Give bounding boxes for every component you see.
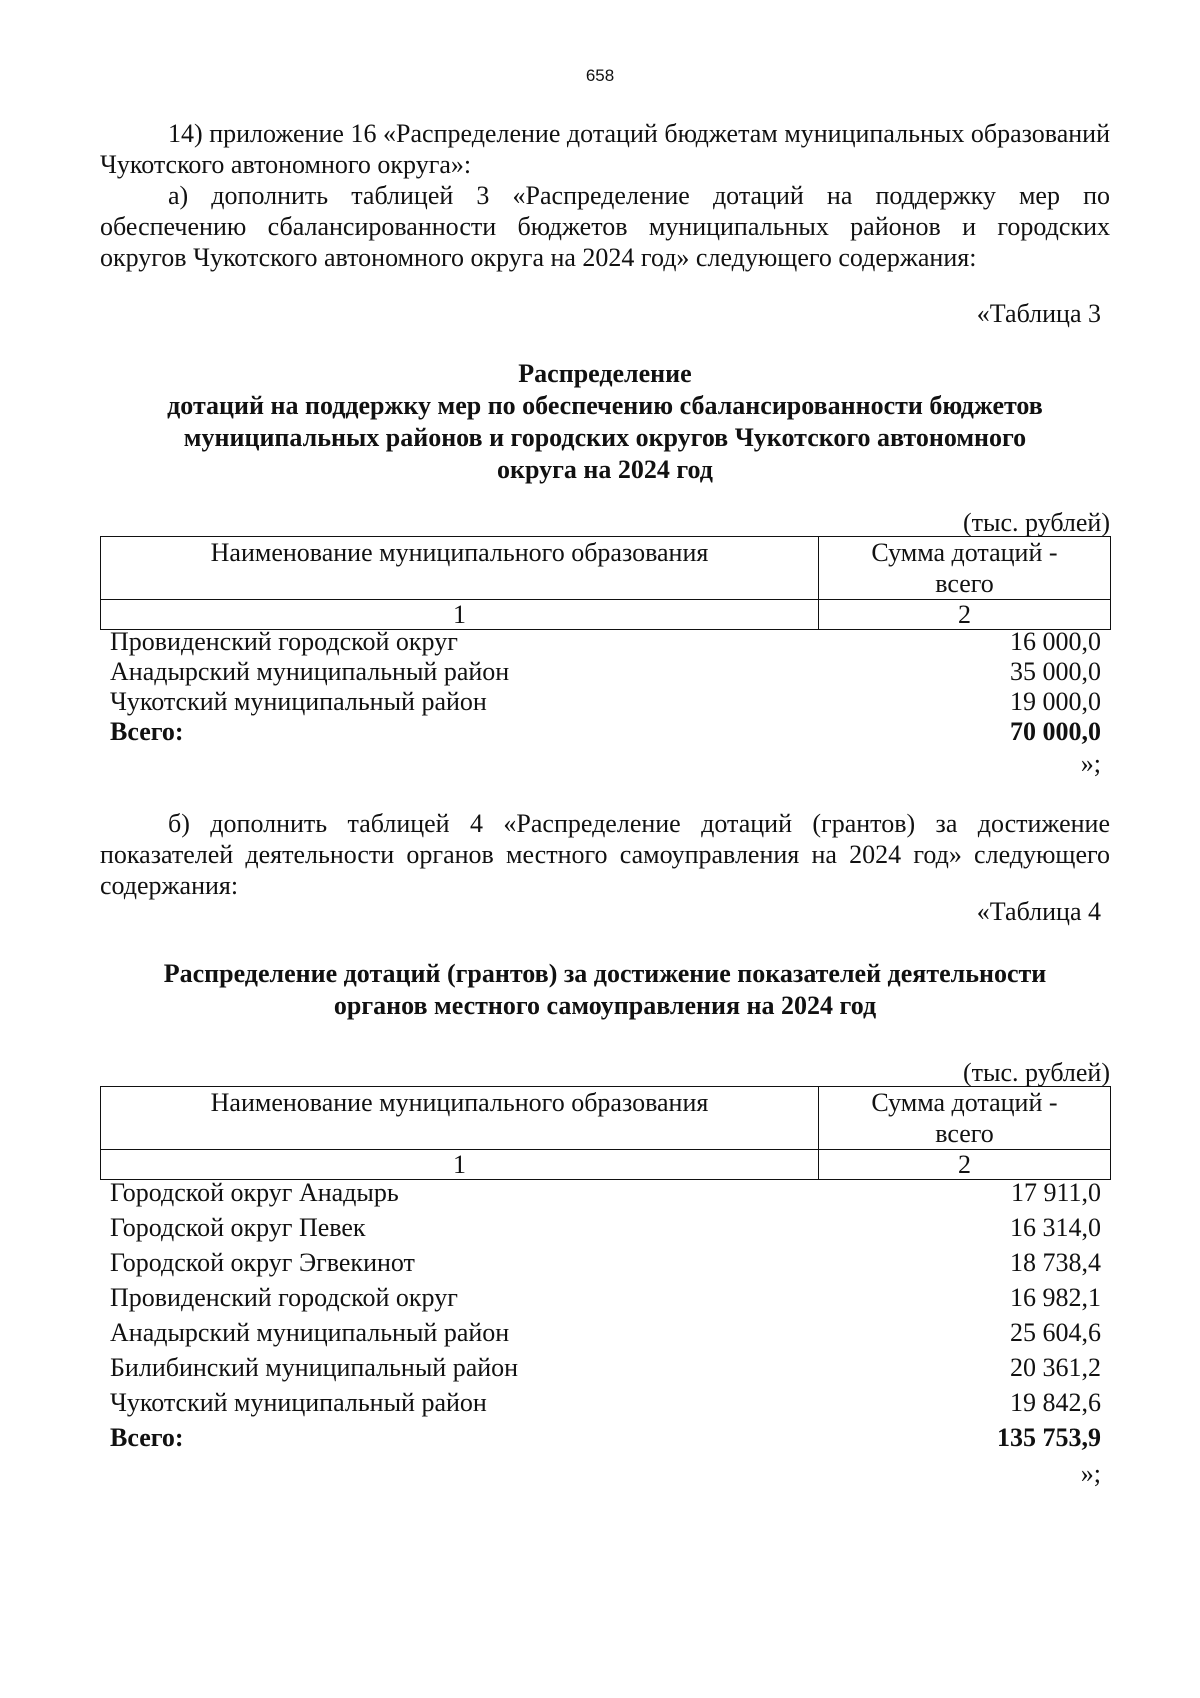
table4-units: (тыс. рублей)	[962, 1058, 1110, 1087]
table4-closing: »;	[1080, 1459, 1101, 1488]
total-label: Всего:	[110, 717, 184, 746]
row-value: 16 000,0	[1010, 627, 1101, 656]
table-row	[110, 1245, 1101, 1280]
intro-paragraph-2: а) дополнить таблицей 3 «Распределение дотаций на поддержку мер по обеспечению сбалансированности бюджетов муниципальных районов и городских округов Чукотского автономного округа на 2024 год» следующего содержания:	[100, 181, 1110, 272]
table-row	[110, 1315, 1101, 1350]
row-value: 35 000,0	[1010, 657, 1101, 686]
total-value: 70 000,0	[1010, 717, 1101, 746]
row-value: 25 604,6	[1010, 1318, 1101, 1347]
table3-title-line: дотаций на поддержку мер по обеспечению сбалансированности бюджетов	[167, 391, 1043, 420]
row-value: 16 982,1	[1010, 1283, 1101, 1312]
row-name: Чукотский муниципальный район	[110, 1388, 487, 1417]
table3-body	[110, 627, 1101, 747]
table-row	[110, 657, 1101, 687]
row-value: 20 361,2	[1010, 1353, 1101, 1382]
row-name: Билибинский муниципальный район	[110, 1353, 519, 1382]
table4-col1-number: 1	[101, 1150, 819, 1180]
table4-col2-header-line: всего	[935, 1119, 994, 1148]
table4-col2-number: 2	[819, 1150, 1111, 1180]
table3-col1-number: 1	[101, 600, 819, 630]
table-row	[110, 627, 1101, 657]
row-name: Городской округ Эгвекинот	[110, 1248, 415, 1277]
table3-title-line: округа на 2024 год	[497, 455, 713, 484]
table4-label: «Таблица 4	[976, 897, 1101, 926]
table3-closing: »;	[1080, 749, 1101, 778]
table4-col1-header: Наименование муниципального образования	[101, 1087, 819, 1150]
table3-title-line: муниципальных районов и городских округов Чукотского автономного	[183, 423, 1027, 452]
row-value: 18 738,4	[1010, 1248, 1101, 1277]
table4-header	[100, 1086, 1111, 1180]
table3-col2-header	[819, 537, 1111, 600]
table-row	[110, 1385, 1101, 1420]
row-name: Анадырский муниципальный район	[110, 657, 510, 686]
table-row	[110, 1210, 1101, 1245]
table3-label: «Таблица 3	[976, 299, 1101, 328]
row-name: Городской округ Певек	[110, 1213, 366, 1242]
total-value: 135 753,9	[997, 1423, 1101, 1452]
total-label: Всего:	[110, 1423, 184, 1452]
row-name: Анадырский муниципальный район	[110, 1318, 510, 1347]
row-value: 19 000,0	[1010, 687, 1101, 716]
table4-col2-header	[819, 1087, 1111, 1150]
table4-col2-header-line: Сумма дотаций -	[871, 1088, 1058, 1117]
table3-header	[100, 536, 1111, 630]
table-row	[110, 1175, 1101, 1210]
row-value: 19 842,6	[1010, 1388, 1101, 1417]
table4-title-line: Распределение дотаций (грантов) за достижение показателей деятельности	[163, 959, 1047, 988]
row-name: Провиденский городской округ	[110, 627, 458, 656]
table3-col2-number: 2	[819, 600, 1111, 630]
table3-col2-header-line: Сумма дотаций -	[871, 538, 1058, 567]
total-row	[110, 717, 1101, 747]
table-row	[110, 1280, 1101, 1315]
row-name: Чукотский муниципальный район	[110, 687, 487, 716]
table3-title	[100, 358, 1110, 486]
table-row	[110, 1350, 1101, 1385]
table4-title-line: органов местного самоуправления на 2024 год	[333, 991, 877, 1020]
table3-title-line: Распределение	[518, 359, 692, 388]
row-value: 16 314,0	[1010, 1213, 1101, 1242]
table3-units: (тыс. рублей)	[962, 508, 1110, 537]
row-name: Провиденский городской округ	[110, 1283, 458, 1312]
intro-paragraph-1: 14) приложение 16 «Распределение дотаций бюджетам муниципальных образований Чукотского автономного округа»:	[100, 119, 1110, 179]
table4-title	[100, 958, 1110, 1022]
row-value: 17 911,0	[1010, 1178, 1101, 1207]
total-row	[110, 1420, 1101, 1455]
middle-paragraph: б) дополнить таблицей 4 «Распределение дотаций (грантов) за достижение показателей деятельности органов местного самоуправления на 2024 год» следующего содержания:	[100, 809, 1110, 900]
table4-body	[110, 1175, 1101, 1455]
table-row	[110, 687, 1101, 717]
row-name: Городской округ Анадырь	[110, 1178, 399, 1207]
page-number: 658	[585, 66, 615, 85]
table3-col1-header: Наименование муниципального образования	[101, 537, 819, 600]
table3-col2-header-line: всего	[935, 569, 994, 598]
